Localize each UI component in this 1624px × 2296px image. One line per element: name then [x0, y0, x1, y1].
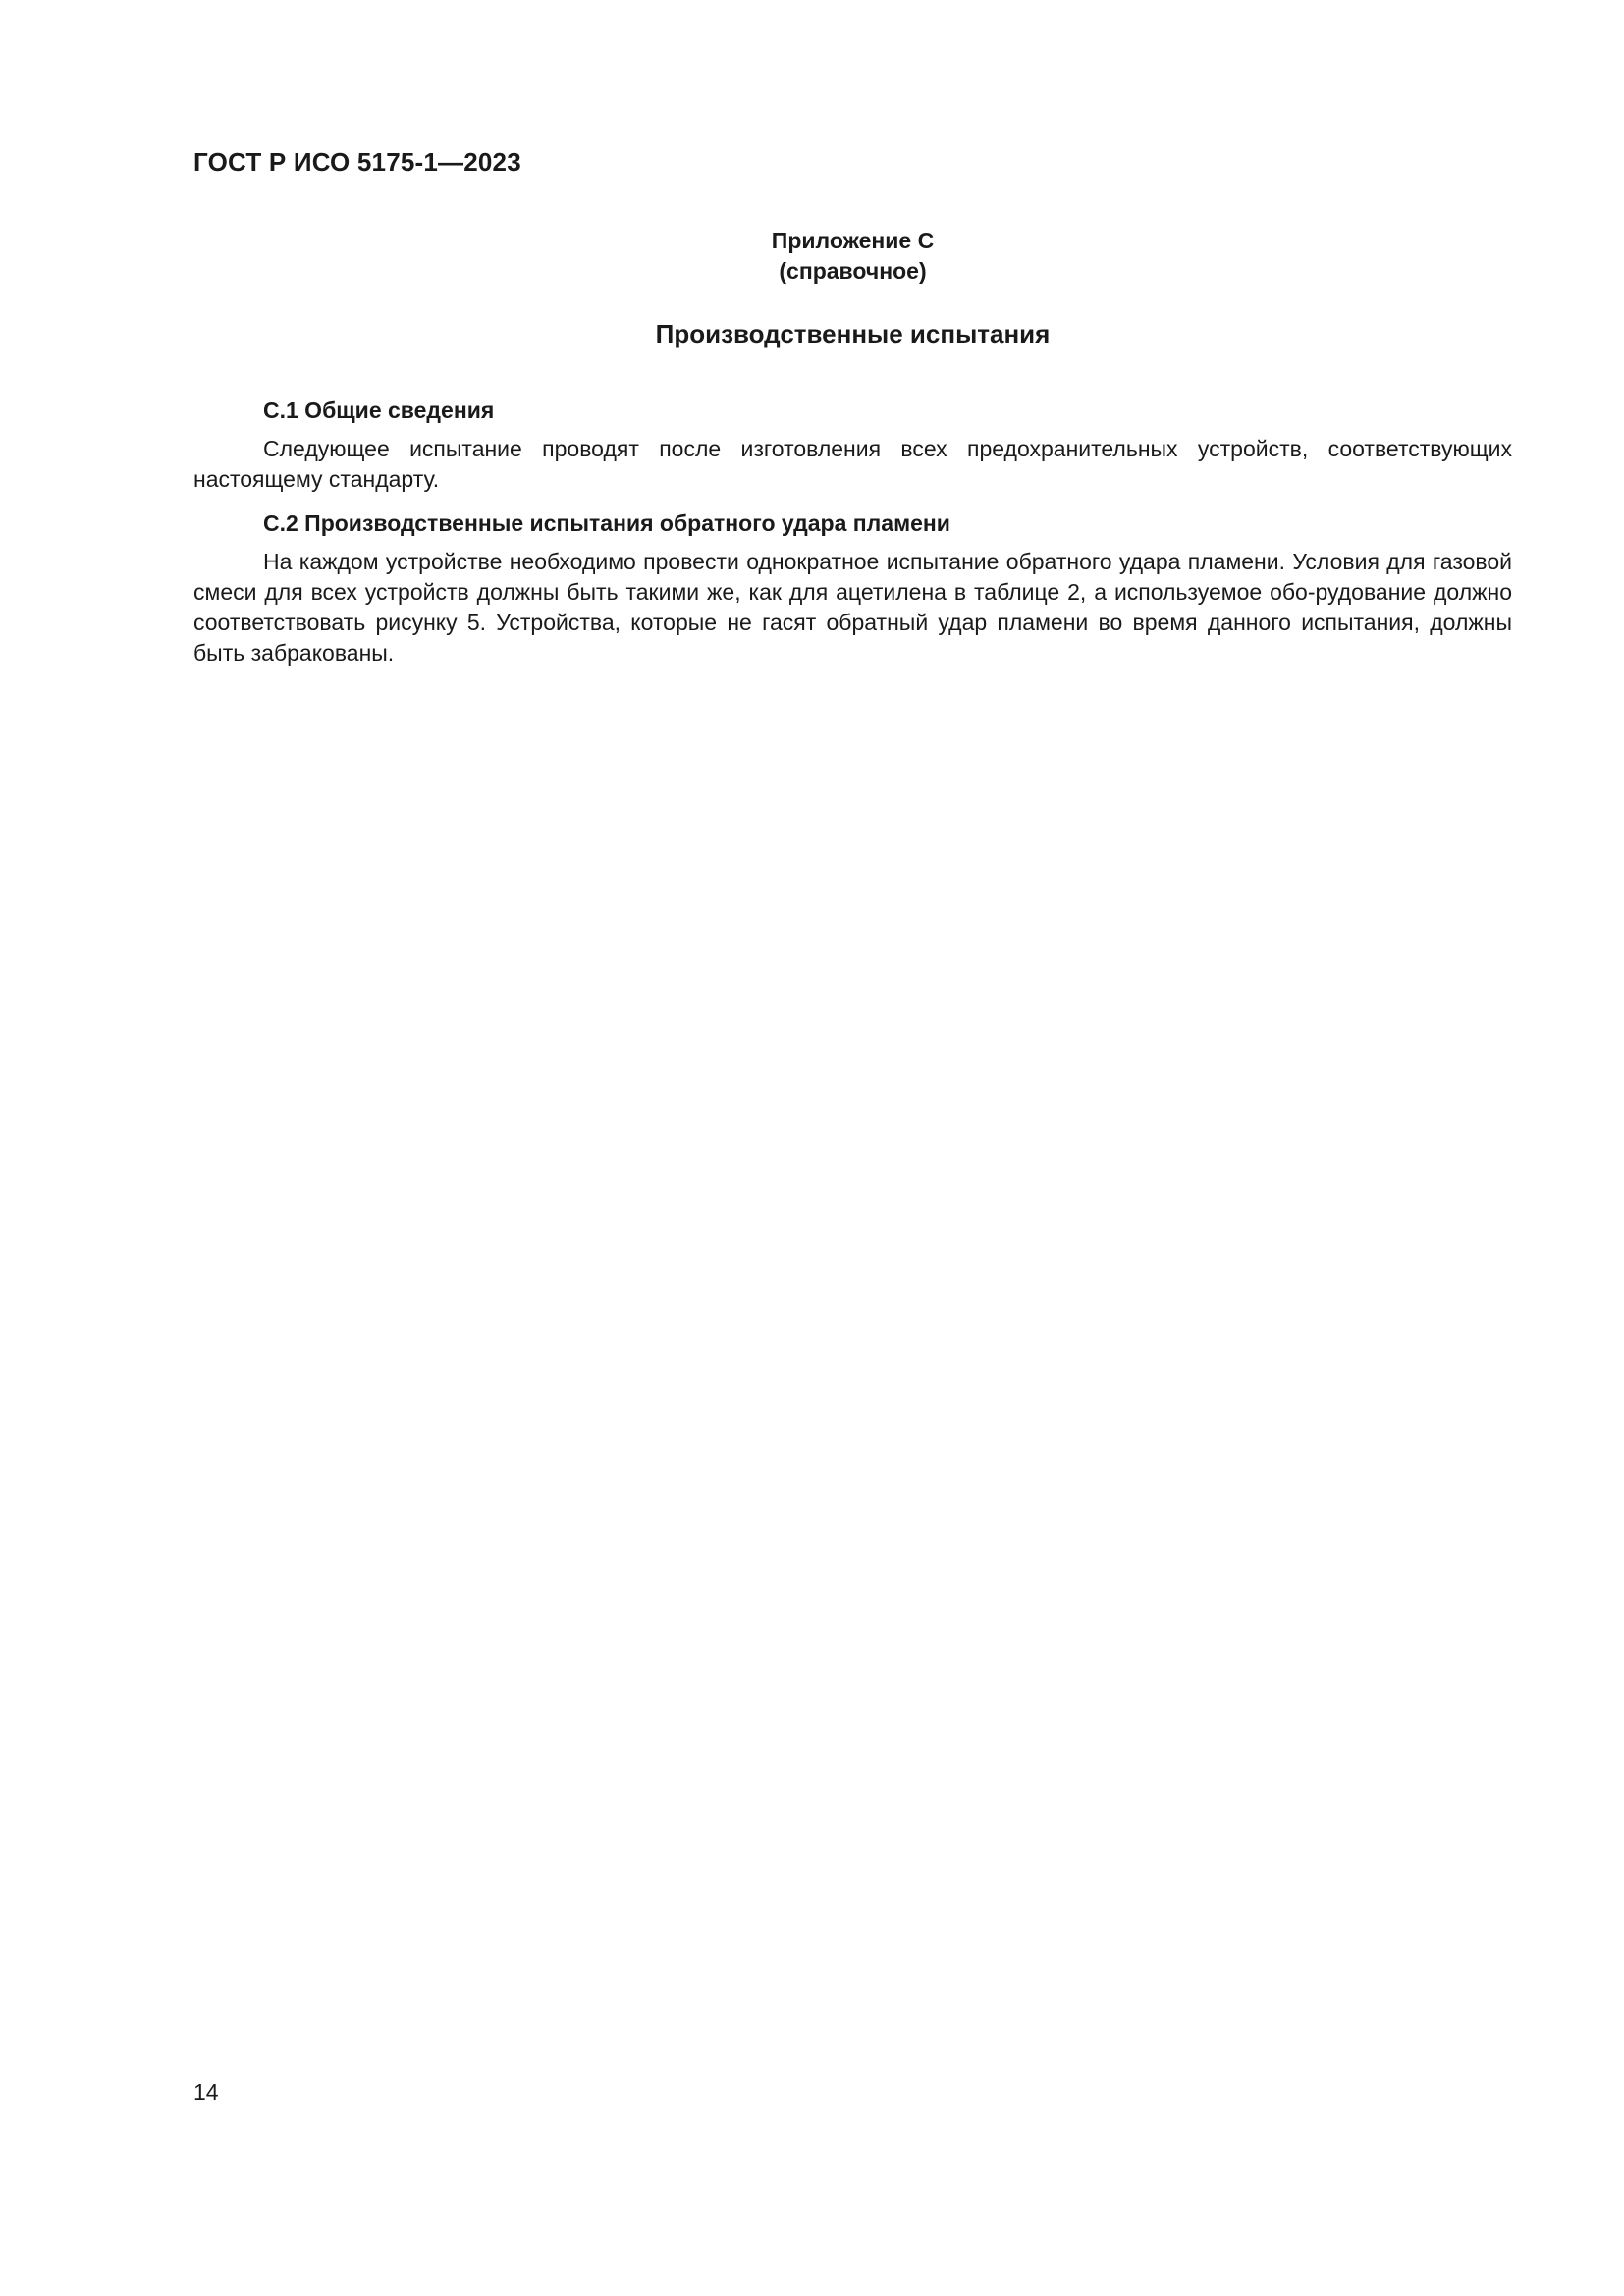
standard-code-header: ГОСТ Р ИСО 5175-1—2023	[193, 147, 521, 177]
annex-type: (справочное)	[779, 258, 927, 284]
annex-title: Производственные испытания	[655, 319, 1051, 348]
section-heading-c2: С.2 Производственные испытания обратного удара пламени	[263, 510, 950, 536]
annex-label: Приложение С	[771, 228, 935, 253]
annex-label-block	[193, 226, 1512, 287]
section-text-c2: На каждом устройстве необходимо провести однократное испытание обратного удара пламени. Условия для газовой смеси для всех устройств должны быть такими же, как для ацетилена в таблице 2, а используемое обо-рудование должно соответствовать рисунку 5. Устройства, которые не гасят обратный удар пламени во время данного испытания, должны быть забракованы.	[193, 549, 1512, 666]
page-number: 14	[193, 2079, 219, 2105]
section-heading-c1: С.1 Общие сведения	[263, 398, 495, 423]
section-text-c1: Следующее испытание проводят после изготовления всех предохранительных устройств, соответствующих настоящему стандарту.	[193, 436, 1512, 492]
